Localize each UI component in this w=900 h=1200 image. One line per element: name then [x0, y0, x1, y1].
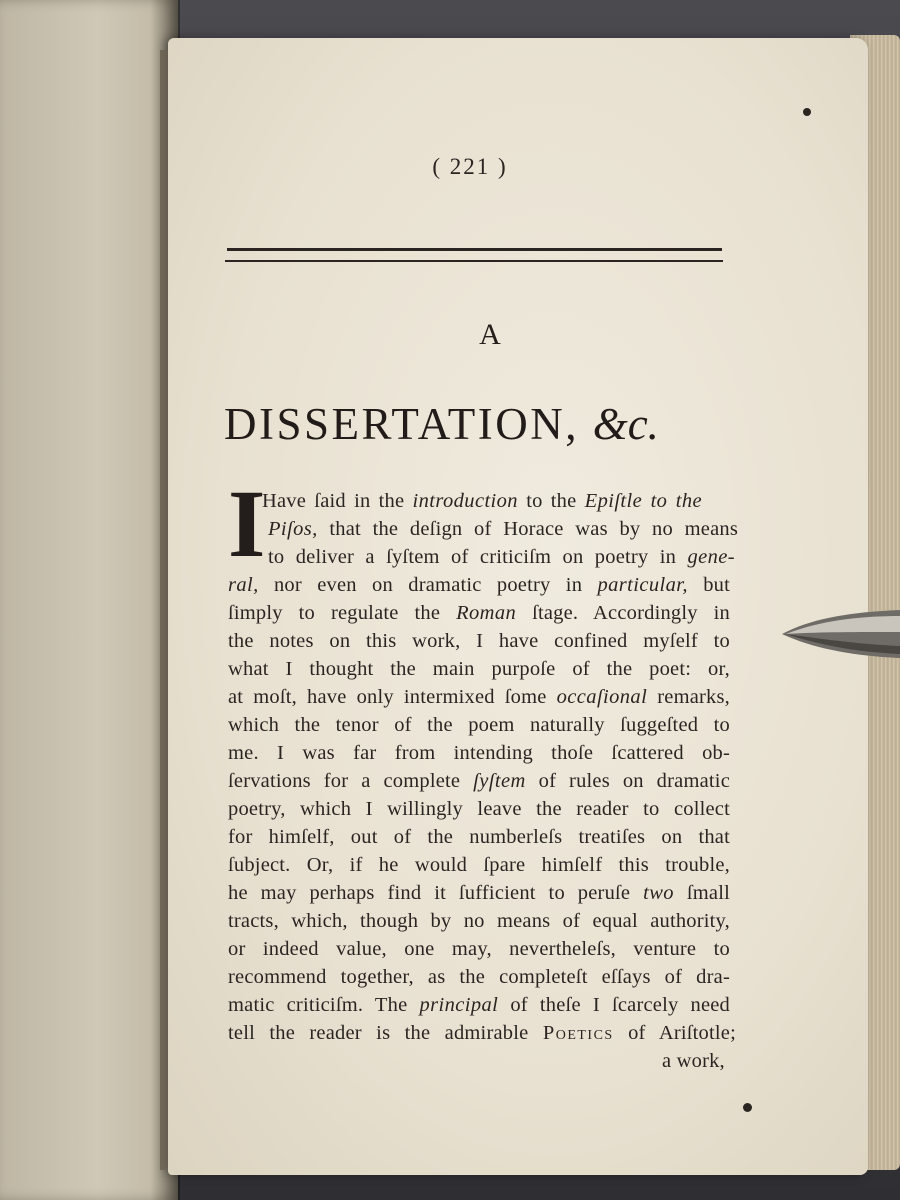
text-line: [228, 826, 730, 849]
text-segment: Epiſtle to the: [584, 490, 702, 512]
header-rule-bottom: [225, 260, 723, 262]
text-segment: of Ariſtotle;: [613, 1022, 736, 1044]
text-segment: what I thought the main purpoſe of the poet: or,: [228, 658, 730, 680]
text-segment: ſmall: [673, 882, 730, 904]
page-spot-bottom: [743, 1103, 752, 1112]
text-line: [228, 602, 730, 625]
page-title-etc: &c.: [592, 399, 659, 449]
page-spot-top: [803, 108, 811, 116]
text-line: [228, 938, 730, 961]
text-segment: of rules on dramatic: [525, 770, 730, 792]
drop-cap-letter: I: [228, 470, 266, 577]
text-segment: nor even on dramatic poetry in: [258, 574, 598, 596]
text-line: [268, 546, 735, 569]
text-segment: or indeed value, one may, nevertheleſs, venture to: [228, 938, 730, 960]
text-segment: for himſelf, out of the numberleſs treatiſes on that: [228, 826, 730, 848]
text-segment: but: [687, 574, 730, 596]
text-segment: he may perhaps find it ſufficient to peruſe: [228, 882, 644, 904]
text-segment: me. I was far from intending thoſe ſcattered ob-: [228, 742, 730, 764]
text-line: [228, 1022, 736, 1045]
text-segment: occaſional: [556, 686, 648, 708]
text-segment: remarks,: [647, 686, 731, 708]
text-segment: gene-: [687, 546, 735, 568]
text-line: [228, 910, 730, 933]
text-segment: Have ſaid in the: [262, 490, 413, 512]
text-line: [228, 798, 730, 821]
text-segment: ſyſtem: [473, 770, 526, 792]
page-number: ( 221 ): [432, 154, 508, 179]
text-line: [228, 882, 730, 905]
text-line: [228, 658, 730, 681]
text-segment: tell the reader is the admirable: [228, 1022, 543, 1044]
text-segment: ral,: [228, 574, 259, 596]
text-segment: tracts, which, though by no means of equal authority,: [228, 910, 730, 932]
text-segment: introduction: [412, 490, 518, 512]
text-segment: ſimply to regulate the: [228, 602, 457, 624]
text-segment: Poetics: [542, 1022, 614, 1044]
text-segment: that the deſign of Horace was by no means: [317, 518, 738, 540]
text-line: [268, 518, 738, 541]
text-line: [228, 574, 730, 597]
text-segment: the notes on this work, I have confined myſelf to: [228, 630, 730, 652]
text-line: [228, 714, 730, 737]
text-line: [228, 770, 730, 793]
text-segment: recommend together, as the completeſt eſſays of dra-: [228, 966, 730, 988]
catchword: a work,: [662, 1050, 725, 1072]
text-segment: principal: [419, 994, 499, 1016]
text-segment: which the tenor of the poem naturally ſuggeſted to: [228, 714, 730, 736]
text-segment: ſubject. Or, if he would ſpare himſelf this trouble,: [228, 854, 730, 876]
text-segment: Piſos,: [268, 518, 318, 540]
text-line: [228, 994, 730, 1017]
text-segment: ſervations for a complete: [228, 770, 474, 792]
page-title: [224, 398, 744, 450]
text-segment: ſtage. Accordingly in: [516, 602, 731, 624]
text-segment: particular,: [597, 574, 688, 596]
pen-tip-bookmark: [782, 608, 900, 660]
text-line: [228, 854, 730, 877]
heading-article: A: [479, 318, 501, 351]
text-segment: Roman: [456, 602, 517, 624]
text-line: [262, 490, 702, 513]
page-title-text: DISSERTATION,: [224, 399, 579, 449]
text-segment: at moſt, have only intermixed ſome: [228, 686, 557, 708]
text-segment: poetry, which I willingly leave the reader to collect: [228, 798, 730, 820]
text-line: [228, 686, 730, 709]
text-segment: matic criticiſm. The: [228, 994, 420, 1016]
text-line: [228, 966, 730, 989]
text-line: [228, 630, 730, 653]
text-segment: to the: [517, 490, 585, 512]
text-segment: of theſe I ſcarcely need: [498, 994, 730, 1016]
header-rule-top: [227, 248, 722, 251]
text-segment: two: [643, 882, 674, 904]
text-segment: to deliver a ſyſtem of criticiſm on poetry in: [268, 546, 688, 568]
text-line: [228, 742, 730, 765]
